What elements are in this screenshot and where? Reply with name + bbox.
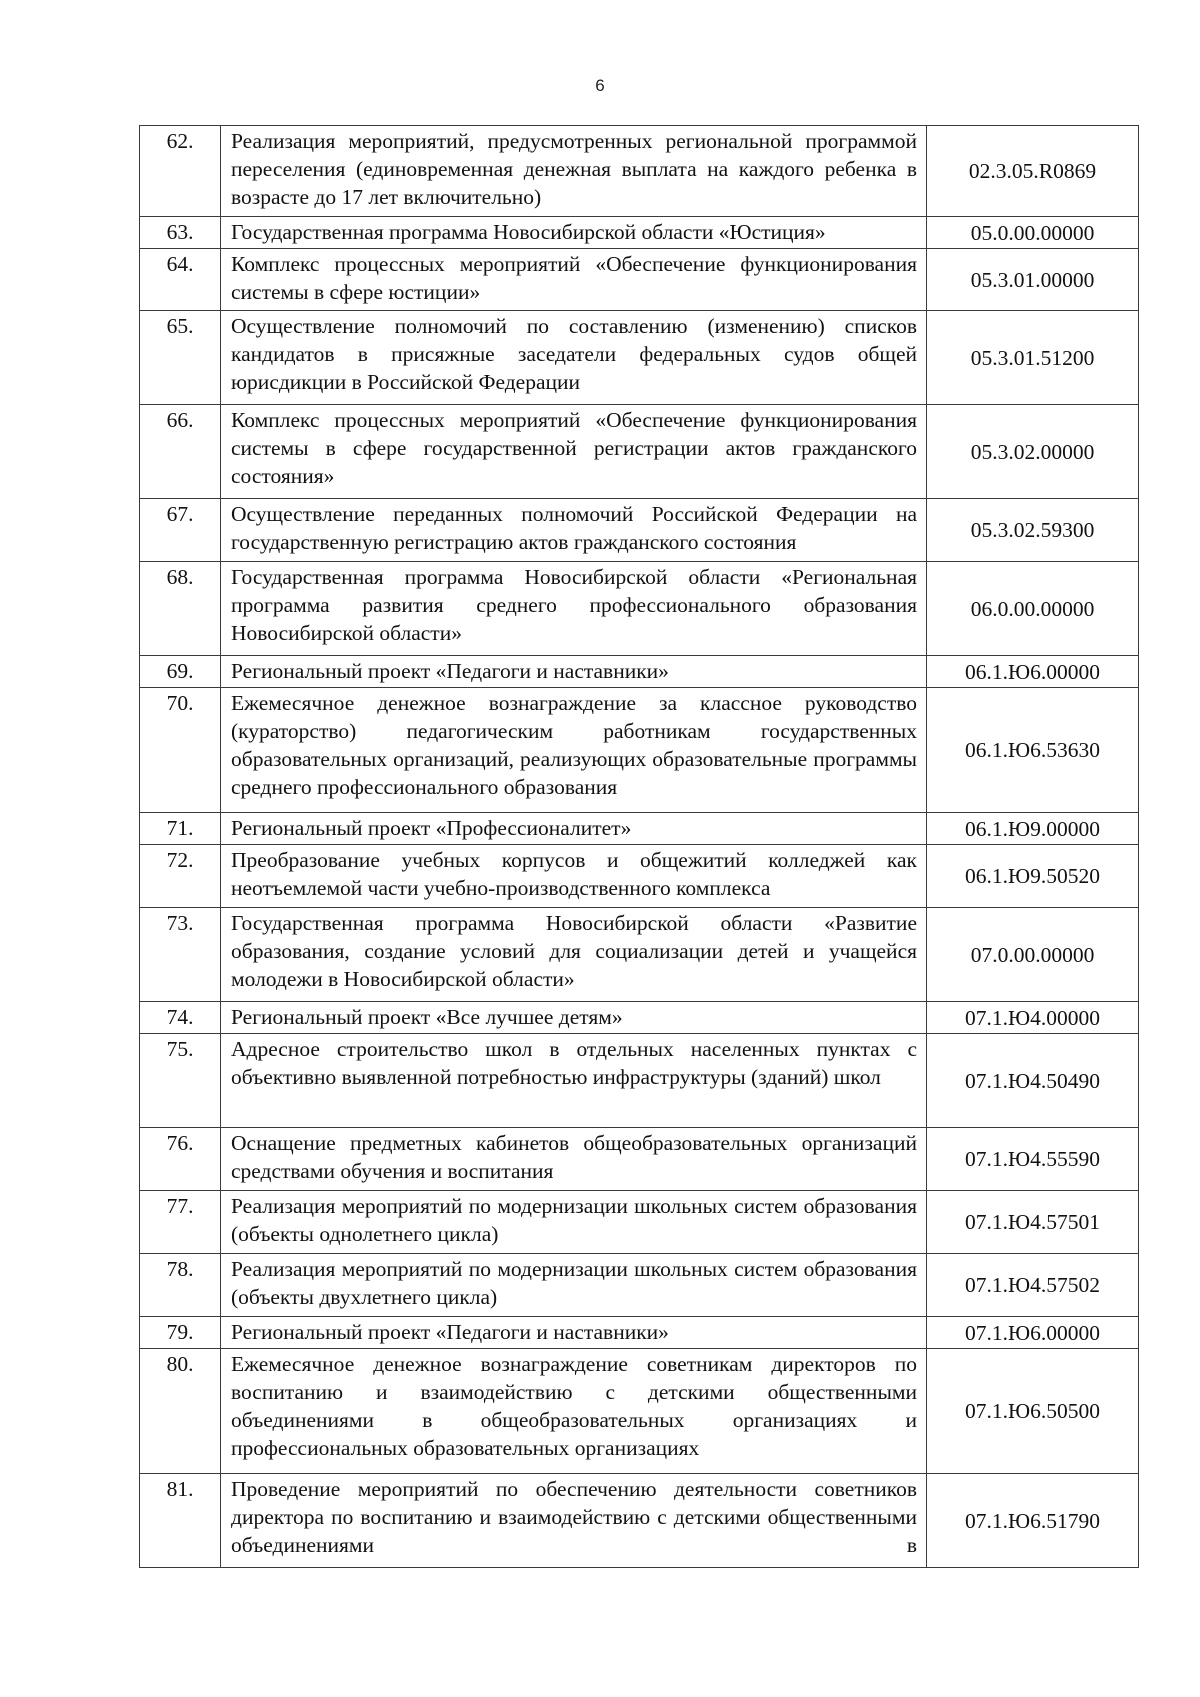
item-name: Комплекс процессных мероприятий «Обеспечение функционирования системы в сфере государственной регистрации актов гражданского состояния» (221, 405, 927, 499)
classification-code: 07.1.Ю4.00000 (927, 1002, 1139, 1034)
classification-code: 06.1.Ю6.00000 (927, 656, 1139, 688)
row-number: 64. (140, 249, 221, 311)
item-name: Региональный проект «Профессионалитет» (221, 813, 927, 845)
table-row (140, 1128, 1139, 1191)
table-row (140, 656, 1139, 688)
classification-code: 07.1.Ю4.50490 (927, 1034, 1139, 1128)
item-name: Осуществление переданных полномочий Российской Федерации на государственную регистрацию актов гражданского состояния (221, 499, 927, 562)
row-number: 72. (140, 845, 221, 908)
row-number: 73. (140, 908, 221, 1002)
classification-code: 06.0.00.00000 (927, 562, 1139, 656)
classification-code: 05.0.00.00000 (927, 217, 1139, 249)
row-number: 62. (140, 126, 221, 217)
table-row (140, 908, 1139, 1002)
item-name: Комплекс процессных мероприятий «Обеспечение функционирования системы в сфере юстиции» (221, 249, 927, 311)
row-number: 75. (140, 1034, 221, 1128)
table-row (140, 1034, 1139, 1128)
table-row (140, 1254, 1139, 1317)
row-number: 81. (140, 1474, 221, 1568)
table-row (140, 126, 1139, 217)
table-row (140, 1317, 1139, 1349)
row-number: 76. (140, 1128, 221, 1191)
classification-code: 05.3.01.00000 (927, 249, 1139, 311)
row-number: 71. (140, 813, 221, 845)
classification-code: 07.1.Ю4.57502 (927, 1254, 1139, 1317)
classification-code: 07.0.00.00000 (927, 908, 1139, 1002)
classification-code: 05.3.01.51200 (927, 311, 1139, 405)
item-name: Государственная программа Новосибирской области «Региональная программа развития среднего профессионального образования Новосибирской области» (221, 562, 927, 656)
table-row (140, 1191, 1139, 1254)
row-number: 74. (140, 1002, 221, 1034)
classification-code: 07.1.Ю6.51790 (927, 1474, 1139, 1568)
row-number: 79. (140, 1317, 221, 1349)
item-name: Оснащение предметных кабинетов общеобразовательных организаций средствами обучения и воспитания (221, 1128, 927, 1191)
item-name: Региональный проект «Педагоги и наставники» (221, 656, 927, 688)
row-number: 67. (140, 499, 221, 562)
item-name: Реализация мероприятий по модернизации школьных систем образования (объекты двухлетнего цикла) (221, 1254, 927, 1317)
page-number: 6 (595, 76, 605, 95)
row-number: 63. (140, 217, 221, 249)
row-number: 68. (140, 562, 221, 656)
row-number: 77. (140, 1191, 221, 1254)
classification-code: 06.1.Ю9.50520 (927, 845, 1139, 908)
table-row (140, 405, 1139, 499)
item-name: Ежемесячное денежное вознаграждение за классное руководство (кураторство) педагогическим работникам государственных образовательных организаций, реализующих образовательные программы среднего профессионального образования (221, 688, 927, 813)
table-row (140, 311, 1139, 405)
item-name: Региональный проект «Педагоги и наставники» (221, 1317, 927, 1349)
item-name: Адресное строительство школ в отдельных населенных пунктах с объективно выявленной потребностью инфраструктуры (зданий) школ (221, 1034, 927, 1128)
classification-code: 05.3.02.59300 (927, 499, 1139, 562)
item-name: Реализация мероприятий, предусмотренных региональной программой переселения (единовременная денежная выплата на каждого ребенка в возрасте до 17 лет включительно) (221, 126, 927, 217)
row-number: 65. (140, 311, 221, 405)
classification-code: 06.1.Ю6.53630 (927, 688, 1139, 813)
classification-code: 05.3.02.00000 (927, 405, 1139, 499)
row-number: 80. (140, 1349, 221, 1474)
row-number: 70. (140, 688, 221, 813)
classification-code: 06.1.Ю9.00000 (927, 813, 1139, 845)
table-row (140, 1002, 1139, 1034)
row-number: 69. (140, 656, 221, 688)
item-name: Государственная программа Новосибирской области «Юстиция» (221, 217, 927, 249)
table-row (140, 813, 1139, 845)
table-row (140, 217, 1139, 249)
table-row (140, 499, 1139, 562)
classification-code: 02.3.05.R0869 (927, 126, 1139, 217)
classification-code: 07.1.Ю4.55590 (927, 1128, 1139, 1191)
item-name: Государственная программа Новосибирской области «Развитие образования, создание условий для социализации детей и учащейся молодежи в Новосибирской области» (221, 908, 927, 1002)
table-row (140, 562, 1139, 656)
budget-classification-table (139, 125, 1139, 1568)
classification-code: 07.1.Ю4.57501 (927, 1191, 1139, 1254)
table-row (140, 845, 1139, 908)
table-row (140, 1349, 1139, 1474)
item-name: Реализация мероприятий по модернизации школьных систем образования (объекты однолетнего цикла) (221, 1191, 927, 1254)
table-row (140, 688, 1139, 813)
table-row (140, 1474, 1139, 1568)
row-number: 78. (140, 1254, 221, 1317)
item-name: Проведение мероприятий по обеспечению деятельности советников директора по воспитанию и взаимодействию с детскими общественными объединениями в (221, 1474, 927, 1568)
classification-code: 07.1.Ю6.50500 (927, 1349, 1139, 1474)
item-name: Региональный проект «Все лучшее детям» (221, 1002, 927, 1034)
classification-code: 07.1.Ю6.00000 (927, 1317, 1139, 1349)
row-number: 66. (140, 405, 221, 499)
table-row (140, 249, 1139, 311)
item-name: Преобразование учебных корпусов и общежитий колледжей как неотъемлемой части учебно-производственного комплекса (221, 845, 927, 908)
item-name: Ежемесячное денежное вознаграждение советникам директоров по воспитанию и взаимодействию с детскими общественными объединениями в общеобразовательных организациях и профессиональных образовательных организациях (221, 1349, 927, 1474)
item-name: Осуществление полномочий по составлению (изменению) списков кандидатов в присяжные заседатели федеральных судов общей юрисдикции в Российской Федерации (221, 311, 927, 405)
